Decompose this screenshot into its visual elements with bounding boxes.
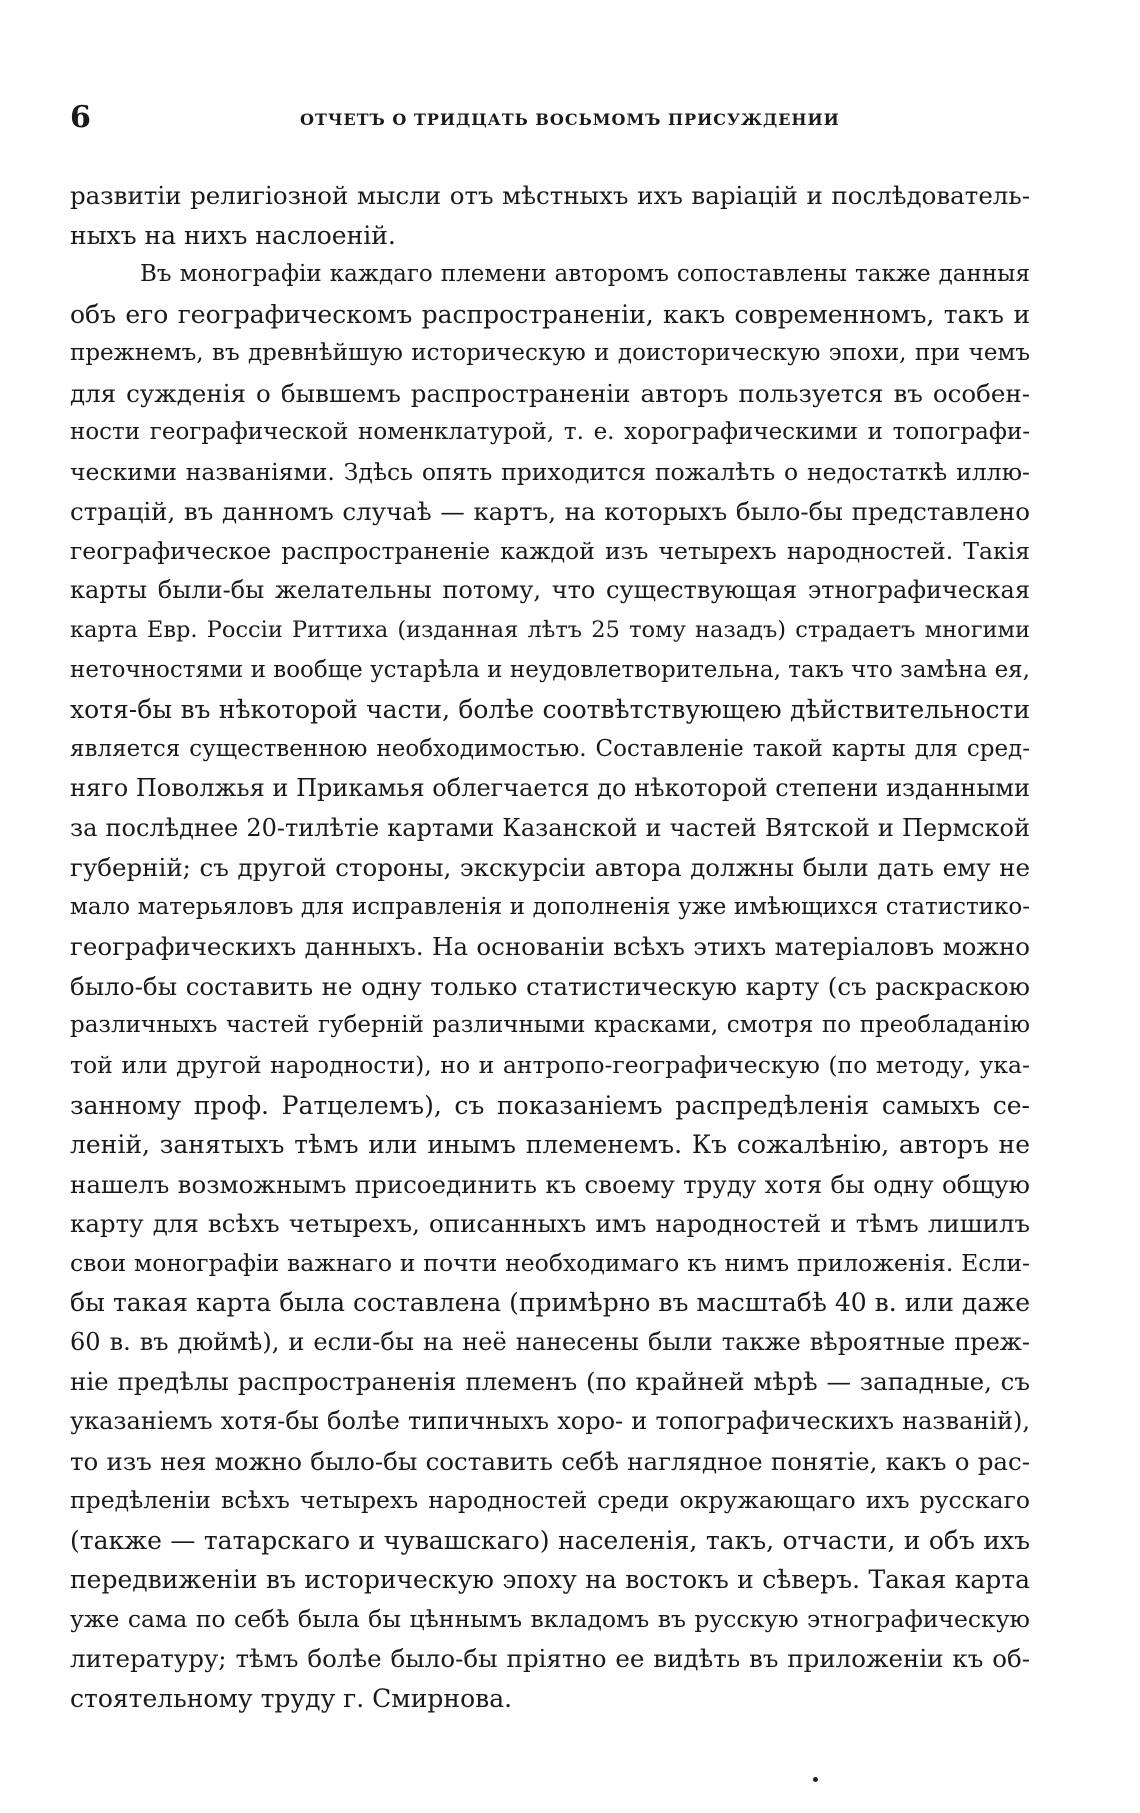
text-line: литературу; тѣмъ болѣе было-бы пріятно ее видѣть въ приложеніи къ об- [70, 1644, 1030, 1674]
body-text [70, 176, 1030, 1718]
text-line: хотя-бы въ нѣкоторой части, болѣе соотвѣтствующею дѣйствительности [70, 695, 1030, 725]
text-line: занному проф. Ратцелемъ), съ показаніемъ распредѣленія самыхъ се- [70, 1090, 1030, 1120]
running-title: ОТЧЕТЪ О ТРИДЦАТЬ ВОСЬМОМЪ ПРИСУЖДЕНИИ [300, 110, 840, 129]
running-header [70, 100, 1030, 135]
text-line: то изъ нея можно было-бы составить себѣ наглядное понятіе, какъ о рас- [70, 1446, 1030, 1476]
ink-speck [813, 1777, 818, 1782]
text-line: (также — татарскаго и чувашскаго) населенія, такъ, отчасти, и объ ихъ [70, 1525, 1030, 1555]
text-line: ческими названіями. Здѣсь опять приходится пожалѣть о недостаткѣ иллю- [70, 457, 1030, 486]
text-line: губерній; съ другой стороны, экскурсіи автора должны были дать ему не [70, 853, 1030, 883]
page-number: 6 [70, 100, 91, 135]
text-line: уже сама по себѣ была бы цѣннымъ вкладомъ въ русскую этнографическую [70, 1604, 1030, 1633]
text-line: прежнемъ, въ древнѣйшую историческую и доисторическую эпохи, при чемъ [70, 340, 1030, 367]
text-line: няго Поволжья и Прикамья облегчается до нѣкоторой степени изданными [70, 774, 1030, 803]
text-line: страцій, въ данномъ случаѣ — картъ, на которыхъ было-бы представлено [70, 497, 1030, 527]
paragraph-first-line: Въ монографіи каждаго племени авторомъ сопоставлены также данныя [140, 261, 1030, 288]
text-line: развитіи религіозной мысли отъ мѣстныхъ ихъ варіацій и послѣдователь- [70, 181, 1030, 210]
text-line: передвиженіи въ историческую эпоху на востокъ и сѣверъ. Такая карта [70, 1565, 1030, 1595]
text-line: объ его географическомъ распространеніи, какъ современномъ, такъ и [70, 299, 1030, 329]
text-line: нашелъ возможнымъ присоединить къ своему труду хотя бы одну общую [70, 1169, 1030, 1199]
text-line: для сужденія о бывшемъ распространеніи авторъ пользуется въ особен- [70, 378, 1030, 408]
text-line: 60 в. въ дюймѣ), и если-бы на неё нанесены были также вѣроятные преж- [70, 1327, 1030, 1356]
text-line: карты были-бы желательны потому, что существующая этнографическая [70, 576, 1030, 605]
text-line: является существенною необходимостью. Составленіе такой карты для сред- [70, 735, 1030, 762]
text-line: указаніемъ хотя-бы болѣе типичныхъ хоро- и топографическихъ названій), [70, 1406, 1030, 1435]
text-line: той или другой народности), но и антропо-географическую (по методу, ука- [70, 1051, 1030, 1080]
text-line: неточностями и вообще устарѣла и неудовлетворительна, такъ что замѣна ея, [70, 656, 1030, 683]
text-line: карту для всѣхъ четырехъ, описанныхъ имъ народностей и тѣмъ лишилъ [70, 1209, 1030, 1239]
text-line: предѣленіи всѣхъ четырехъ народностей среди окружающаго ихъ русскаго [70, 1486, 1030, 1515]
text-line: географическое распространеніе каждой изъ четырехъ народностей. Такія [70, 536, 1030, 565]
text-line: было-бы составить не одну только статистическую карту (съ раскраскою [70, 971, 1030, 1001]
text-line: стоятельному труду г. Смирнова. [70, 1683, 513, 1713]
text-line: ніе предѣлы распространенія племенъ (по крайней мѣрѣ — западные, съ [70, 1367, 1030, 1397]
text-line: леній, занятыхъ тѣмъ или инымъ племенемъ. Къ сожалѣнію, авторъ не [70, 1130, 1030, 1160]
text-line: географическихъ данныхъ. На основаніи всѣхъ этихъ матеріаловъ можно [70, 932, 1030, 962]
text-line: бы такая карта была составлена (примѣрно въ масштабѣ 40 в. или даже [70, 1288, 1030, 1318]
text-line: за послѣднее 20-тилѣтіе картами Казанской и частей Вятской и Пермской [70, 813, 1030, 842]
text-line: ности географической номенклатурой, т. е. хорографическими и топографи- [70, 419, 1030, 446]
text-line: различныхъ частей губерній различными красками, смотря по преобладанію [70, 1012, 1030, 1039]
text-line: свои монографіи важнаго и почти необходимаго къ нимъ приложенія. Если- [70, 1248, 1030, 1277]
text-line: карта Евр. Россіи Риттиха (изданная лѣтъ 25 тому назадъ) страдаетъ многими [70, 617, 1030, 644]
text-line: ныхъ на нихъ наслоеній. [70, 220, 396, 250]
text-line: мало матерьяловъ для исправленія и дополненія уже имѣющихся статистико- [70, 893, 1030, 920]
